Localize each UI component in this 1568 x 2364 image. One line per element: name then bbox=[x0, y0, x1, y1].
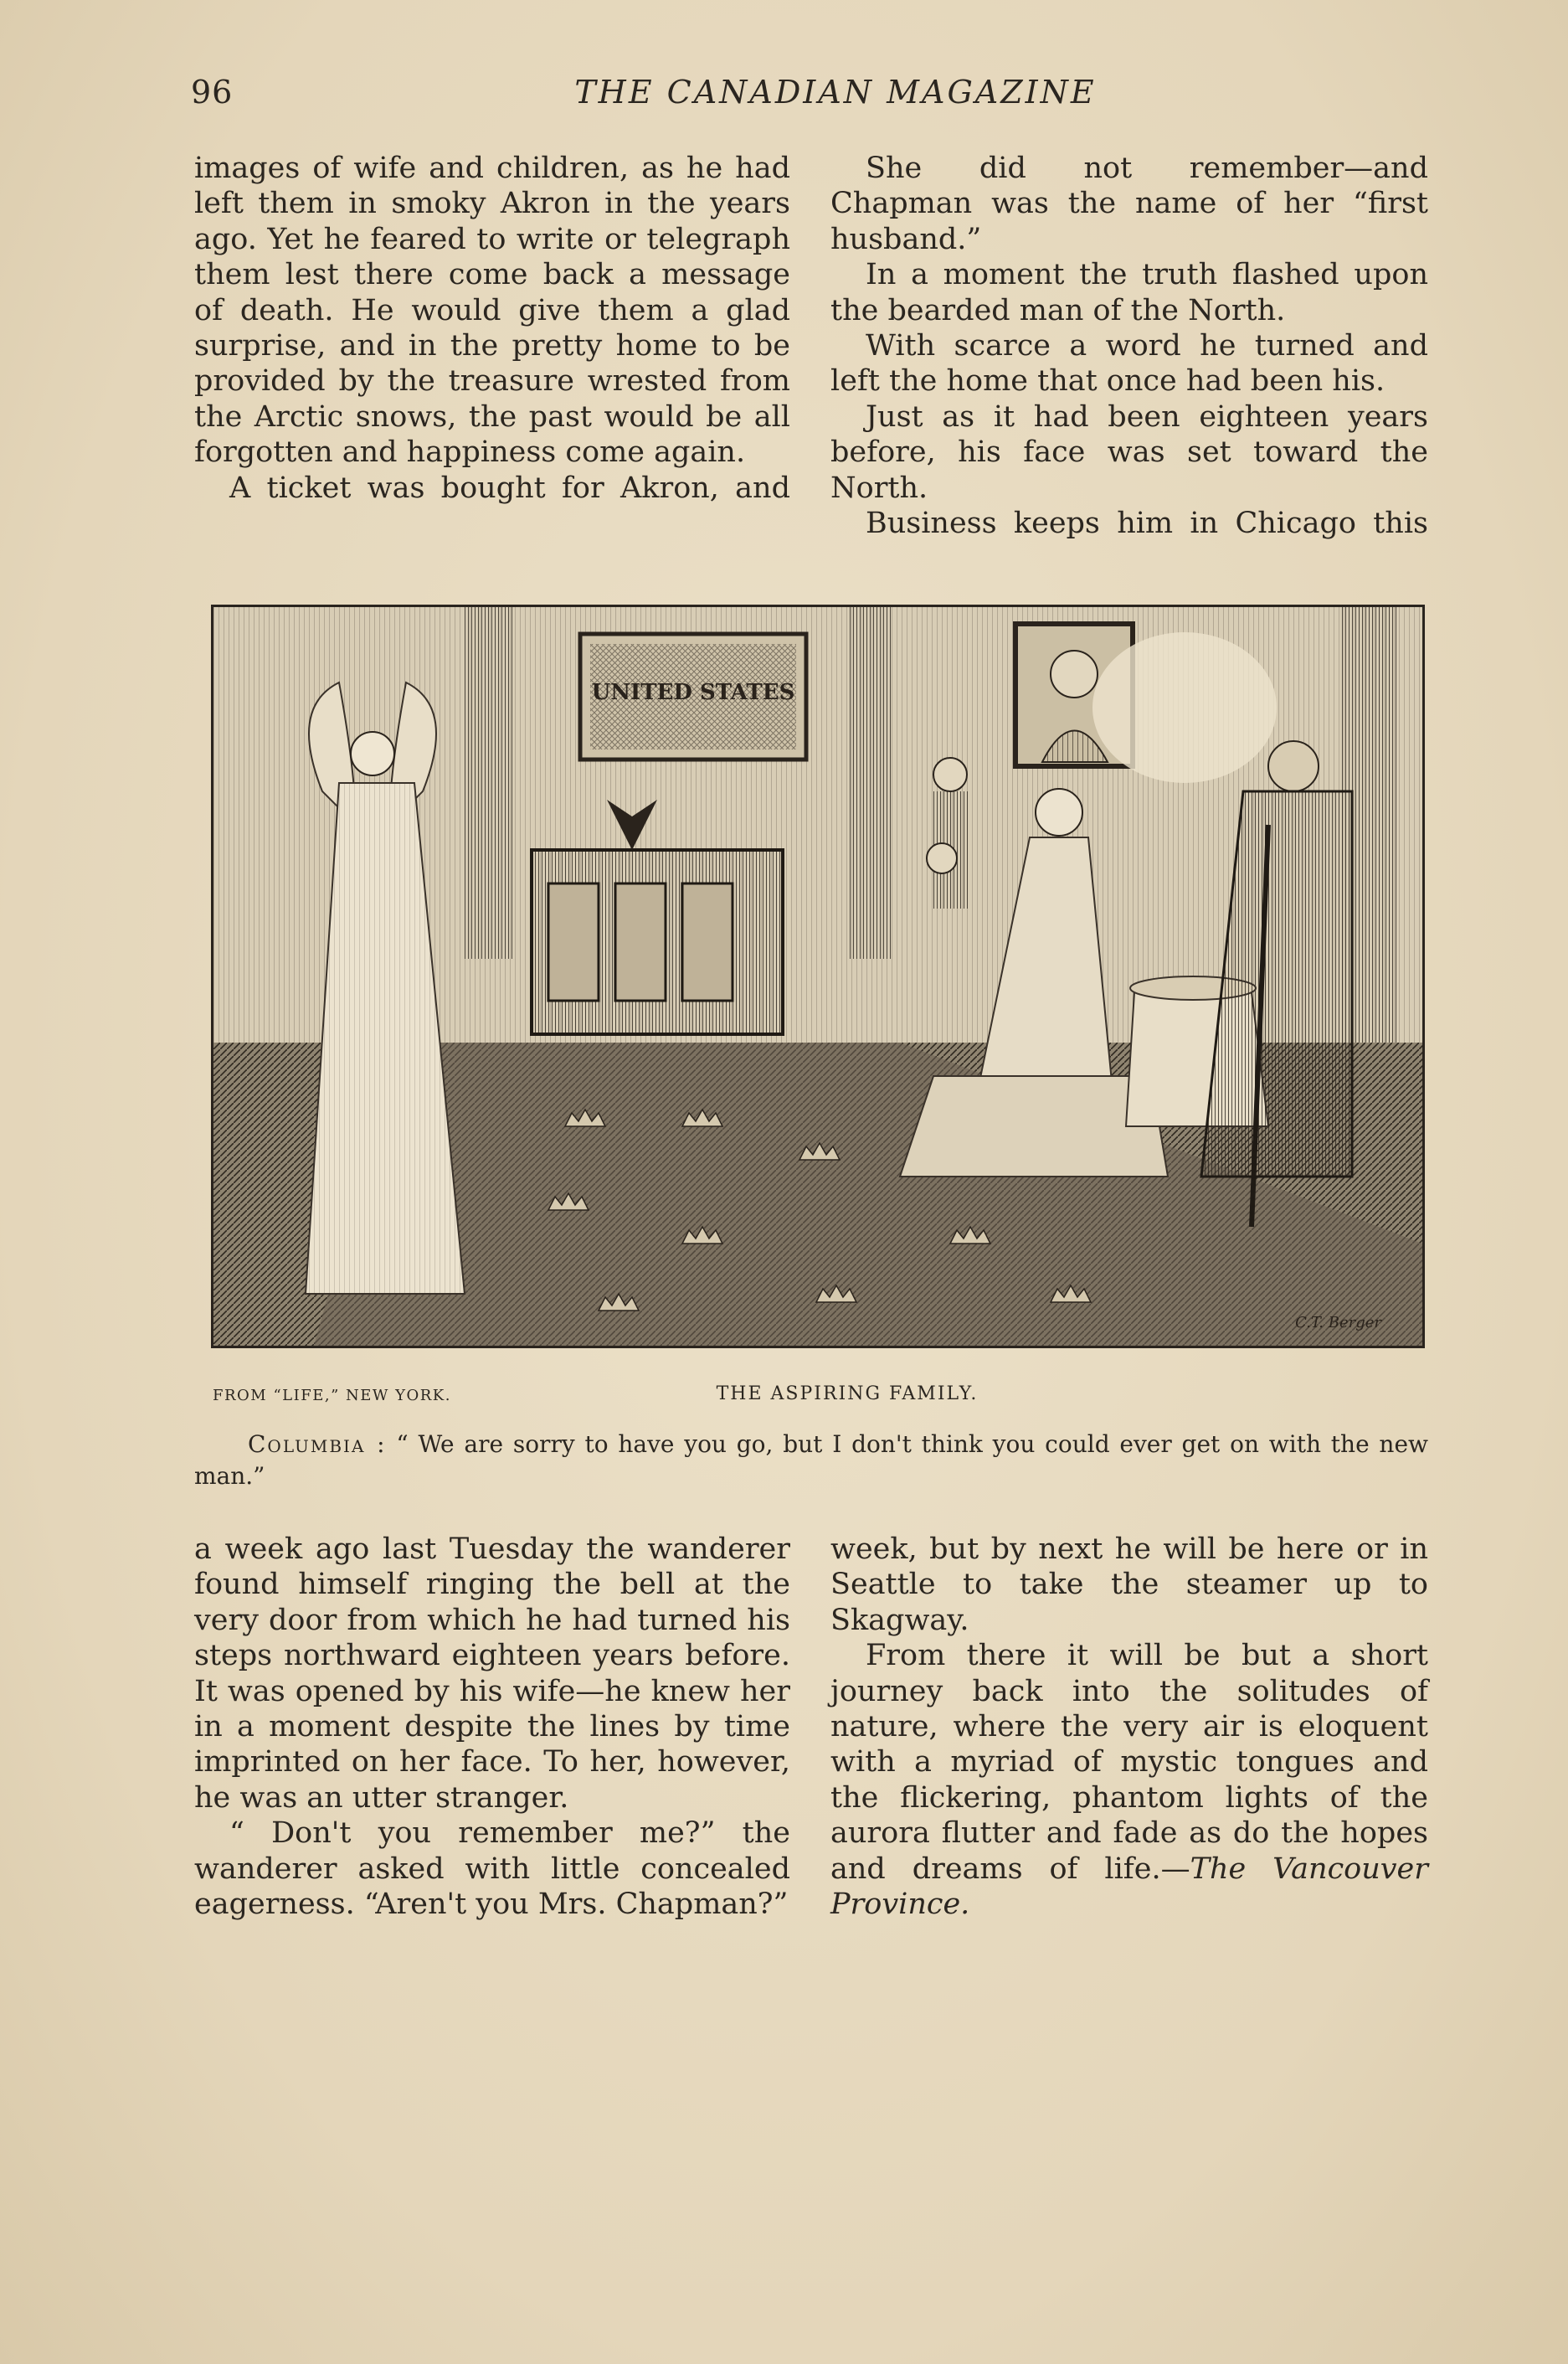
column bbox=[465, 607, 515, 959]
top-right-column bbox=[830, 151, 1428, 541]
artist-signature: C.T. Berger bbox=[1295, 1314, 1381, 1331]
paragraph: week, but by next he will be here or in Seattle to take the steamer up to Skagway. bbox=[830, 1532, 1428, 1637]
paragraph: “ Don't you remember me?” the wanderer asked with little concealed eagerness. “Aren't you Mrs. Chapman?” bbox=[194, 1816, 790, 1922]
illustration-title: THE ASPIRING FAMILY. bbox=[716, 1383, 979, 1404]
caption-quote: “ We are sorry to have you go, but I don't think you could ever get on with the new man.” bbox=[194, 1430, 1428, 1490]
paragraph: images of wife and children, as he had left them in smoky Akron in the years ago. Yet he feared to write or telegraph them lest there come back a message of death. He would give them a glad surprise, and in the pretty home to be provided by the treasure wrested from the Arctic snows, the past would be all forgotten and happiness come again. bbox=[194, 152, 790, 470]
map-label: UNITED STATES bbox=[591, 680, 795, 705]
illustration-credit: FROM “LIFE,” NEW YORK. bbox=[213, 1387, 451, 1404]
magazine-title: THE CANADIAN MAGAZINE bbox=[574, 74, 1097, 111]
paragraph: She did not remember—and Chapman was the name of her “first husband.” bbox=[830, 152, 1428, 256]
paragraph: Business keeps him in Chicago this bbox=[866, 507, 1428, 541]
column bbox=[850, 607, 892, 959]
wall-map bbox=[580, 634, 806, 760]
bottom-right-column bbox=[830, 1532, 1428, 1922]
paragraph-text: From there it will be but a short journey back into the solitudes of nature, where the very air is eloquent with a myriad of mystic tongues and the flickering, phantom lights of the aurora flutter and fade as do the hopes and dreams of life.— bbox=[830, 1639, 1428, 1886]
top-left-column bbox=[194, 151, 790, 506]
paragraph bbox=[830, 1638, 1428, 1922]
source-attribution: The Vancouver Province. bbox=[830, 1852, 1428, 1922]
caption-dialogue bbox=[194, 1429, 1428, 1492]
paragraph: In a moment the truth flashed upon the bearded man of the North. bbox=[830, 258, 1428, 327]
bottom-left-column bbox=[194, 1532, 790, 1922]
caption-speaker: Columbia : bbox=[248, 1430, 387, 1458]
illustration-aspiring-family bbox=[211, 605, 1425, 1348]
paragraph: a week ago last Tuesday the wanderer found himself ringing the bell at the very door from which he had turned his steps northward eighteen years before. It was opened by his wife—he knew her in a moment despite the lines by time imprinted on her face. To her, however, he was an utter stranger. bbox=[194, 1532, 790, 1815]
running-head bbox=[191, 74, 1430, 124]
page-number: 96 bbox=[191, 74, 234, 111]
caption-row bbox=[211, 1383, 1420, 1409]
paragraph: Just as it had been eighteen years before, his face was set toward the North. bbox=[830, 399, 1428, 505]
paragraph: With scarce a word he turned and left the home that once had been his. bbox=[830, 329, 1428, 399]
paragraph: A ticket was bought for Akron, and bbox=[229, 471, 790, 505]
